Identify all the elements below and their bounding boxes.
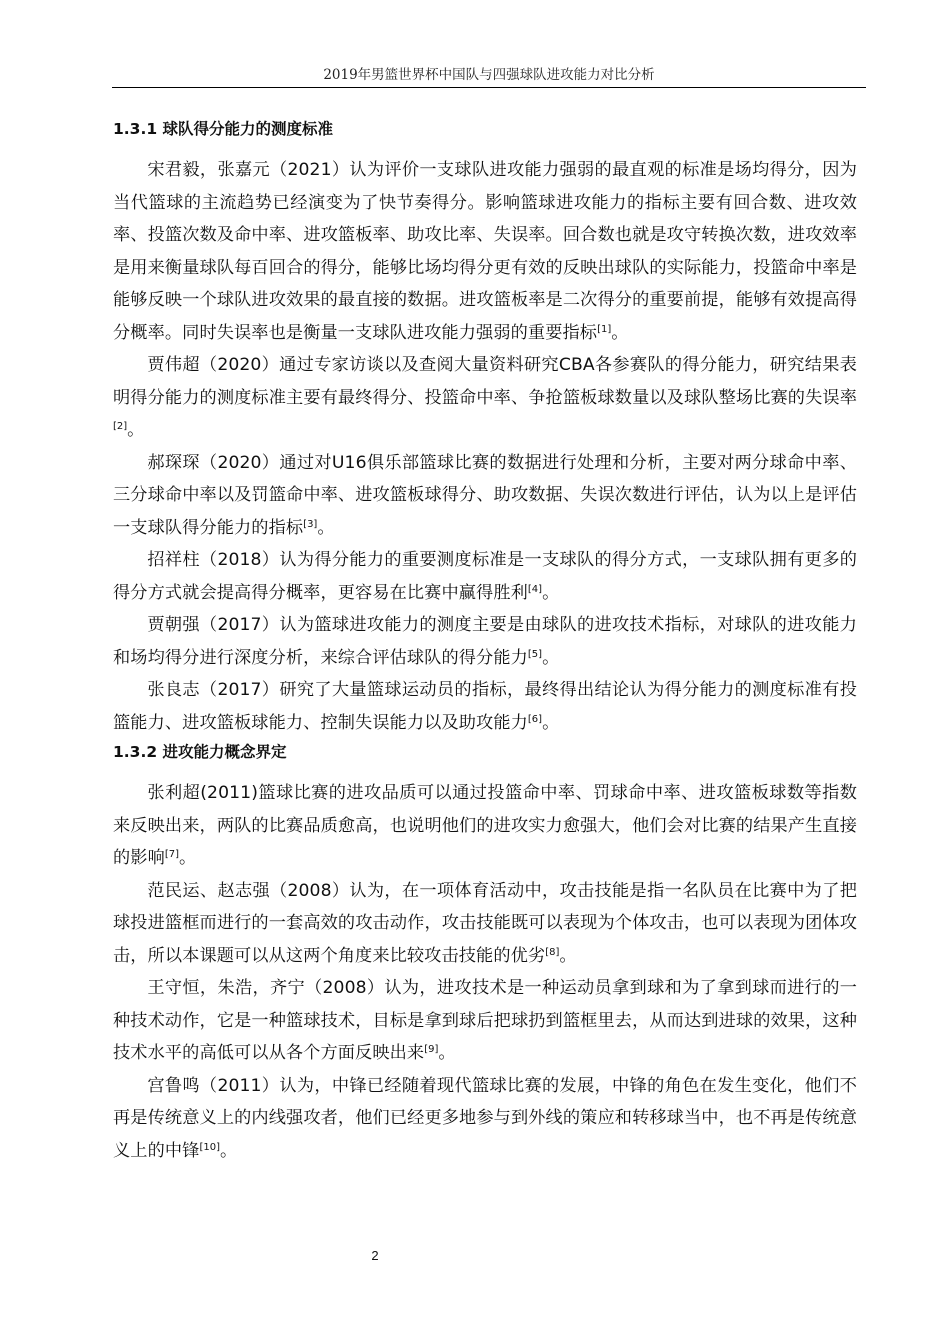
header-rule bbox=[112, 87, 866, 88]
paragraph bbox=[113, 972, 857, 1070]
paragraph-text: 郝琛琛（2020）通过对U16俱乐部篮球比赛的数据进行处理和分析，主要对两分球命中率、三分球命中率以及罚篮命中率、进攻篮板球得分、助攻数据、失误次数进行评估，认为以上是评估一支球队得分能力的指标 bbox=[113, 452, 857, 538]
body-content bbox=[113, 110, 857, 1167]
paragraph-end: 。 bbox=[317, 517, 335, 538]
running-header: 2019年男篮世界杯中国队与四强球队进攻能力对比分析 bbox=[323, 67, 655, 83]
paragraph-end: 。 bbox=[559, 945, 577, 966]
paragraph-text: 张利超(2011)篮球比赛的进攻品质可以通过投篮命中率、罚球命中率、进攻篮板球数等指数来反映出来，两队的比赛品质愈高，也说明他们的进攻实力愈强大，他们会对比赛的结果产生直接的影响 bbox=[113, 783, 857, 868]
citation-ref: [2] bbox=[113, 421, 128, 432]
page-number: 2 bbox=[371, 1248, 379, 1263]
paragraph bbox=[113, 154, 857, 349]
paragraph-text: 贾伟超（2020）通过专家访谈以及查阅大量资料研究CBA各参赛队的得分能力，研究结果表明得分能力的测度标准主要有最终得分、投篮命中率、争抢篮板球数量以及球队整场比赛的失误率 bbox=[113, 355, 857, 408]
paragraph bbox=[113, 609, 857, 674]
paragraph-end: 。 bbox=[542, 647, 560, 668]
paragraph bbox=[113, 544, 857, 609]
citation-ref: [4] bbox=[527, 583, 543, 595]
paragraph bbox=[113, 674, 857, 739]
paragraph-text: 范民运、赵志强（2008）认为，在一项体育活动中，攻击技能是指一名队员在比赛中为了把球投进篮框而进行的一套高效的攻击动作，攻击技能既可以表现为个体攻击，也可以表现为团体攻击，所以本课题可以从这两个角度来比较攻击技能的优劣 bbox=[113, 880, 857, 966]
paragraph-end: 。 bbox=[611, 322, 629, 343]
paragraph bbox=[113, 447, 857, 545]
citation-ref: [9] bbox=[424, 1044, 439, 1055]
section-heading-1-3-2: 1.3.2 进攻能力概念界定 bbox=[113, 743, 287, 761]
paragraph-text: 贾朝强（2017）认为篮球进攻能力的测度主要是由球队的进攻技术指标，对球队的进攻能力和场均得分进行深度分析，来综合评估球队的得分能力 bbox=[113, 615, 857, 668]
citation-ref: [7] bbox=[164, 849, 180, 860]
paragraph bbox=[113, 349, 857, 447]
citation-ref: [5] bbox=[527, 648, 543, 660]
citation-ref: [6] bbox=[527, 713, 543, 725]
paragraph-text: 王守恒，朱浩，齐宁（2008）认为，进攻技术是一种运动员拿到球和为了拿到球而进行的一种技术动作，它是一种篮球技术，目标是拿到球后把球扔到篮框里去，从而达到进球的效果，这种技术水平的高低可以从各个方面反映出来 bbox=[113, 978, 857, 1063]
citation-ref: [8] bbox=[545, 946, 560, 958]
paragraph bbox=[113, 1070, 857, 1168]
paragraph-end: 。 bbox=[542, 712, 560, 733]
citation-ref: [10] bbox=[199, 1141, 220, 1153]
paragraph-end: 。 bbox=[542, 582, 560, 603]
paragraph-end: 。 bbox=[438, 1043, 456, 1063]
paragraph-end: 。 bbox=[179, 848, 197, 868]
citation-ref: [3] bbox=[303, 518, 318, 530]
paragraph-text: 宋君毅，张嘉元（2021）认为评价一支球队进攻能力强弱的最直观的标准是场均得分，因为当代篮球的主流趋势已经演变为了快节奏得分。影响篮球进攻能力的指标主要有回合数、进攻效率、投篮次数及命中率、进攻篮板率、助攻比率、失误率。回合数也就是攻守转换次数，进攻效率是用来衡量球队每百回合的得分，能够比场均得分更有效的反映出球队的实际能力，投篮命中率是能够反映一个球队进攻效果的最直接的数据。进攻篮板率是二次得分的重要前提，能够有效提高得分概率。同时失误率也是衡量一支球队进攻能力强弱的重要指标 bbox=[113, 160, 857, 343]
paragraph-text: 宫鲁鸣（2011）认为，中锋已经随着现代篮球比赛的发展，中锋的角色在发生变化，他们不再是传统意义上的内线强攻者，他们已经更多地参与到外线的策应和转移球当中，也不再是传统意义上的中锋 bbox=[113, 1075, 857, 1161]
section-heading-1-3-1: 1.3.1 球队得分能力的测度标准 bbox=[113, 120, 334, 138]
paragraph-end: 。 bbox=[219, 1140, 238, 1161]
paragraph bbox=[113, 875, 857, 973]
paragraph-end: 。 bbox=[127, 420, 145, 440]
citation-ref: [1] bbox=[597, 323, 612, 335]
paragraph-text: 招祥柱（2018）认为得分能力的重要测度标准是一支球队的得分方式，一支球队拥有更多的得分方式就会提高得分概率，更容易在比赛中赢得胜利 bbox=[113, 550, 857, 603]
paragraph-text: 张良志（2017）研究了大量篮球运动员的指标，最终得出结论认为得分能力的测度标准有投篮能力、进攻篮板球能力、控制失误能力以及助攻能力 bbox=[113, 680, 857, 733]
paragraph bbox=[113, 777, 857, 875]
